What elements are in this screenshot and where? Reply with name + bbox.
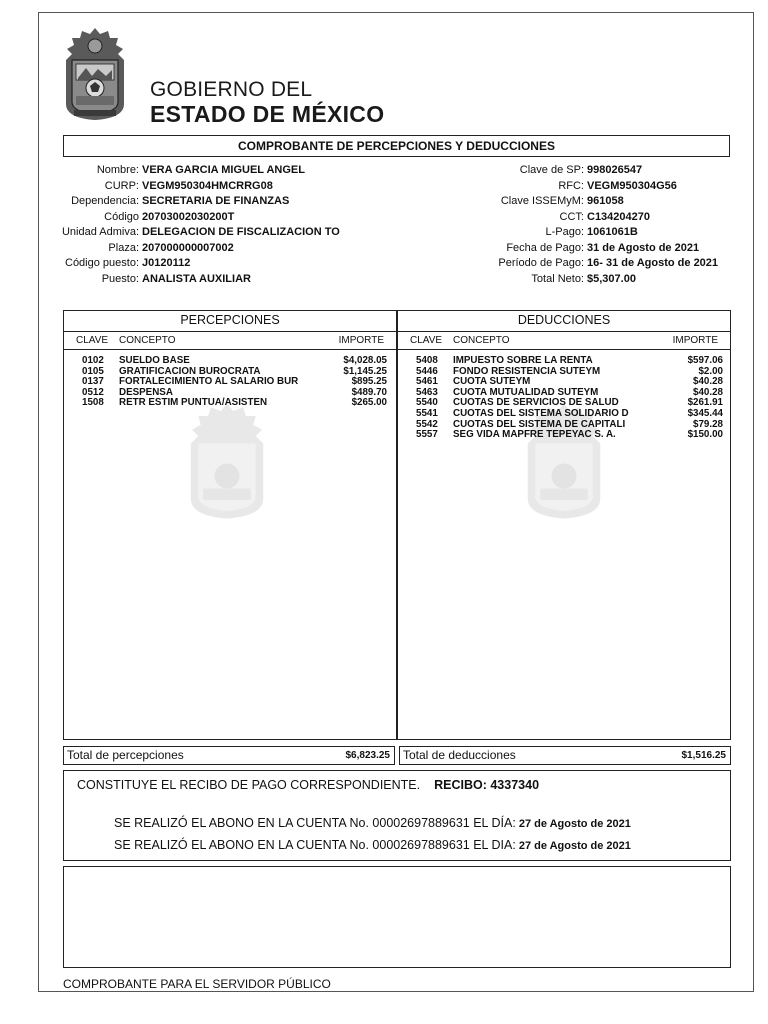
info-row-lpago (470, 225, 718, 241)
deducciones-column (398, 311, 730, 739)
item-clave: 5557 (416, 429, 438, 441)
item-concepto: IMPUESTO SOBRE LA RENTA (453, 355, 593, 366)
info-label: RFC: (558, 179, 584, 192)
info-row-unidad (48, 225, 340, 241)
info-value: $5,307.00 (587, 272, 636, 285)
deducciones-subheader (398, 332, 730, 350)
abono-text: SE REALIZÓ EL ABONO EN LA CUENTA No. 00002697889631 EL DÍA: (114, 816, 516, 830)
table-row (64, 377, 396, 388)
item-importe: $597.06 (687, 355, 723, 366)
item-concepto: CUOTAS DEL SISTEMA DE CAPITALI (453, 418, 626, 430)
info-value: SECRETARIA DE FINANZAS (142, 195, 290, 207)
info-label: Código (104, 210, 139, 223)
blank-box (63, 866, 731, 968)
gov-title-line2: ESTADO DE MÉXICO (150, 101, 385, 127)
info-label: Total Neto: (531, 272, 584, 285)
info-value: DELEGACION DE FISCALIZACION TO (142, 226, 340, 238)
abono-date: 27 de Agosto de 2021 (518, 840, 631, 852)
item-importe: $40.28 (693, 386, 723, 398)
info-value: VEGM950304HMCRRG08 (142, 179, 273, 192)
info-row-issemym (470, 194, 718, 210)
info-row-clave-sp (470, 163, 718, 179)
recibo-section (63, 770, 731, 861)
info-row-plaza (48, 241, 340, 257)
total-deducciones-value: $1,516.25 (681, 750, 726, 761)
item-importe: $2.00 (698, 365, 723, 377)
info-value: VEGM950304G56 (587, 179, 677, 192)
info-row-total-neto (470, 272, 718, 288)
total-deducciones-label: Total de deducciones (403, 748, 516, 762)
table-row (398, 409, 730, 420)
employee-info-right (470, 163, 718, 287)
table-row (398, 430, 730, 441)
deducciones-title: DEDUCCIONES (398, 311, 730, 332)
info-label: CURP: (104, 179, 139, 192)
info-row-dependencia (48, 194, 340, 210)
item-importe: $1,145.25 (343, 365, 387, 377)
info-label: Plaza: (108, 241, 139, 254)
col-importe-header: IMPORTE (338, 335, 384, 346)
col-clave-header: CLAVE (76, 335, 109, 346)
info-label: L-Pago: (545, 226, 584, 238)
info-label: Nombre: (96, 164, 139, 176)
info-row-rfc (470, 179, 718, 195)
info-row-curp (48, 179, 340, 195)
gov-title-line1: GOBIERNO DEL (150, 78, 313, 101)
item-importe: $489.70 (351, 386, 387, 398)
item-concepto: SEG VIDA MAPFRE TEPEYAC S. A. (453, 429, 616, 441)
abono-date: 27 de Agosto de 2021 (518, 818, 631, 830)
info-label: CCT: (559, 210, 584, 223)
abono-line (114, 838, 631, 852)
item-clave: 0105 (82, 365, 104, 377)
item-concepto: CUOTA SUTEYM (453, 376, 531, 388)
item-importe: $265.00 (351, 397, 387, 409)
document-title: COMPROBANTE DE PERCEPCIONES Y DEDUCCIONES (63, 135, 730, 157)
item-importe: $40.28 (693, 376, 723, 388)
footer-text: COMPROBANTE PARA EL SERVIDOR PÚBLICO (63, 977, 331, 991)
info-value: C134204270 (587, 210, 651, 223)
info-value: J0120112 (142, 257, 191, 269)
deducciones-items (398, 350, 730, 441)
info-value: 998026547 (587, 164, 643, 176)
earnings-deductions-table (63, 310, 731, 740)
totals-row (63, 746, 731, 765)
info-label: Unidad Admiva: (61, 226, 139, 238)
table-row (398, 367, 730, 378)
item-concepto: DESPENSA (119, 386, 173, 398)
info-row-cct (470, 210, 718, 226)
item-concepto: RETR ESTIM PUNTUA/ASISTEN (119, 397, 268, 409)
table-row (398, 356, 730, 367)
item-concepto: CUOTA MUTUALIDAD SUTEYM (453, 386, 599, 398)
table-row (64, 398, 396, 409)
info-label: Clave ISSEMyM: (500, 195, 584, 207)
item-importe: $895.25 (351, 376, 387, 388)
abono-line (114, 816, 631, 830)
item-concepto: CUOTAS DEL SISTEMA SOLIDARIO D (453, 407, 629, 419)
info-row-codigo-puesto (48, 256, 340, 272)
item-clave: 5408 (416, 355, 438, 366)
info-value: 31 de Agosto de 2021 (587, 241, 700, 254)
info-label: Dependencia: (71, 195, 139, 207)
col-concepto-header: CONCEPTO (453, 335, 510, 346)
item-importe: $345.44 (687, 407, 723, 419)
item-clave: 0137 (82, 376, 104, 388)
col-clave-header: CLAVE (410, 335, 443, 346)
item-clave: 5446 (416, 365, 438, 377)
item-clave: 5541 (416, 407, 438, 419)
info-label: Puesto: (101, 272, 139, 285)
item-importe: $261.91 (687, 397, 723, 409)
info-value: 207000000007002 (142, 241, 234, 254)
info-row-codigo (48, 210, 340, 226)
info-value: ANALISTA AUXILIAR (142, 272, 251, 285)
recibo-line (77, 778, 539, 792)
item-importe: $79.28 (693, 418, 723, 430)
employee-info-left (48, 163, 340, 287)
percepciones-subheader (64, 332, 396, 350)
col-importe-header: IMPORTE (672, 335, 718, 346)
total-deducciones (399, 746, 731, 765)
constituye-text: CONSTITUYE EL RECIBO DE PAGO CORRESPONDIENTE. (77, 778, 421, 792)
info-label: Período de Pago: (498, 257, 584, 269)
recibo-number: RECIBO: 4337340 (434, 778, 540, 792)
info-value: 1061061B (587, 226, 638, 238)
state-coat-of-arms-icon (60, 26, 130, 122)
info-row-fecha-pago (470, 241, 718, 257)
percepciones-column (64, 311, 398, 739)
item-clave: 1508 (82, 397, 104, 409)
item-clave: 0102 (82, 355, 104, 366)
table-row (64, 356, 396, 367)
total-percepciones-value: $6,823.25 (345, 750, 390, 761)
total-percepciones-label: Total de percepciones (67, 748, 184, 762)
item-clave: 0512 (82, 386, 104, 398)
col-concepto-header: CONCEPTO (119, 335, 176, 346)
item-concepto: FORTALECIMIENTO AL SALARIO BUR (119, 376, 299, 388)
item-concepto: FONDO RESISTENCIA SUTEYM (453, 365, 601, 377)
item-clave: 5542 (416, 418, 438, 430)
info-value: VERA GARCIA MIGUEL ANGEL (142, 164, 305, 176)
info-label: Código puesto: (65, 257, 139, 269)
item-concepto: SUELDO BASE (119, 355, 190, 366)
info-row-periodo-pago (470, 256, 718, 272)
info-label: Clave de SP: (519, 164, 584, 176)
item-clave: 5463 (416, 386, 438, 398)
government-title (150, 78, 384, 126)
coat-of-arms-watermark-icon (179, 401, 275, 521)
item-clave: 5540 (416, 397, 438, 409)
total-percepciones (63, 746, 395, 765)
item-concepto: CUOTAS DE SERVICIOS DE SALUD (453, 397, 619, 409)
info-value: 961058 (587, 195, 624, 207)
percepciones-items (64, 350, 396, 409)
item-concepto: GRATIFICACION BUROCRATA (119, 365, 261, 377)
info-value: 20703002030200T (142, 210, 235, 223)
item-importe: $4,028.05 (343, 355, 387, 366)
info-row-nombre (48, 163, 340, 179)
item-importe: $150.00 (687, 429, 723, 441)
info-label: Fecha de Pago: (506, 241, 584, 254)
info-row-puesto (48, 272, 340, 288)
abono-text: SE REALIZÓ EL ABONO EN LA CUENTA No. 00002697889631 EL DIA: (114, 838, 516, 852)
info-value: 16- 31 de Agosto de 2021 (587, 257, 719, 269)
item-clave: 5461 (416, 376, 438, 388)
percepciones-title: PERCEPCIONES (64, 311, 396, 332)
